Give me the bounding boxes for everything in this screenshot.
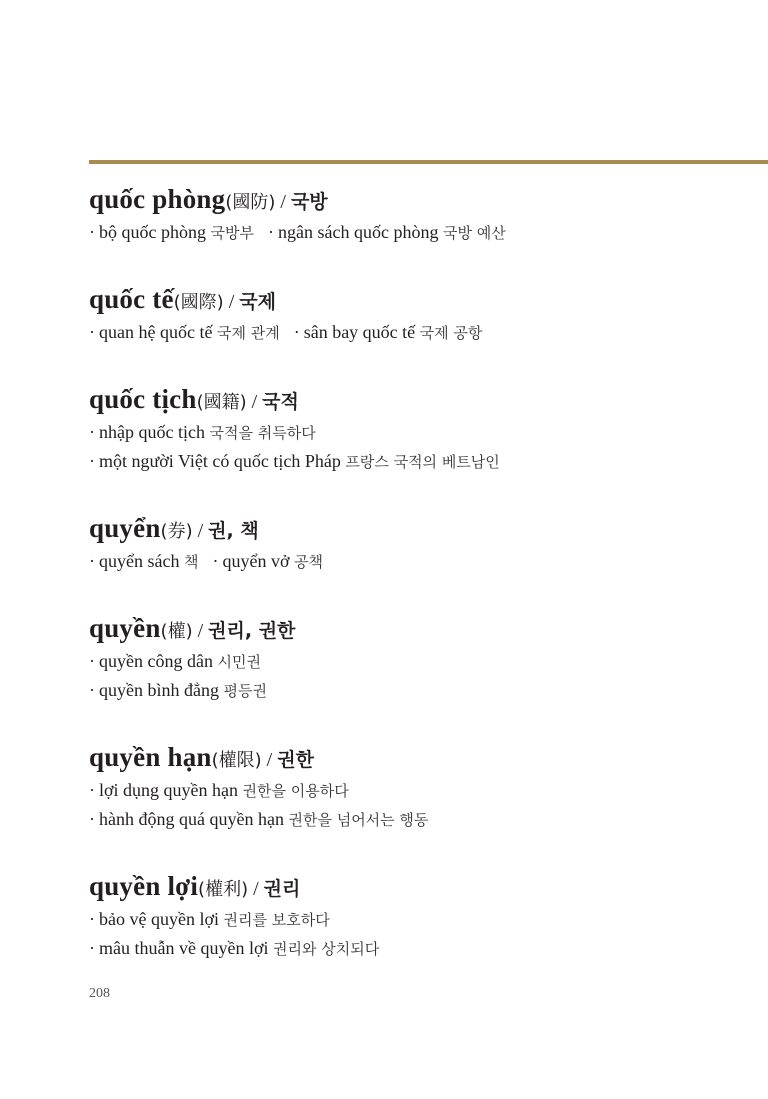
separator-slash: / — [223, 291, 240, 313]
entry-spacer — [89, 347, 749, 380]
headword-line — [89, 509, 749, 547]
hanja: (國際) — [173, 292, 224, 313]
example-item — [89, 776, 349, 806]
example-korean: 국제 공항 — [419, 324, 483, 342]
example-korean: 권한을 이용하다 — [242, 782, 349, 800]
hanja: (券) — [160, 521, 193, 542]
hanja: (國防) — [225, 192, 276, 213]
dictionary-entry — [89, 609, 749, 738]
example-korean: 권리와 상치되다 — [272, 940, 380, 958]
example-item — [89, 447, 500, 477]
entry-spacer — [89, 834, 749, 867]
example-vietnamese: một người Việt có quốc tịch Pháp — [99, 451, 341, 471]
bullet-dot: · — [89, 422, 95, 442]
example-vietnamese: mâu thuẫn về quyền lợi — [99, 938, 269, 958]
example-korean: 시민권 — [217, 653, 261, 671]
example-item — [268, 218, 506, 248]
example-list — [89, 547, 749, 576]
hanja: (權利) — [198, 879, 249, 900]
hanja: (權) — [160, 621, 193, 642]
example-line — [89, 905, 749, 934]
headword: quốc tịch — [89, 384, 197, 414]
headword-line — [89, 609, 749, 647]
headword-line — [89, 738, 749, 776]
example-vietnamese: quyền bình đẳng — [99, 680, 219, 700]
example-korean: 국제 관계 — [216, 324, 280, 342]
example-item — [89, 905, 330, 935]
separator-slash: / — [261, 749, 278, 771]
example-item — [89, 318, 280, 348]
example-item — [212, 547, 323, 577]
dictionary-entries — [89, 180, 749, 963]
entry-spacer — [89, 476, 749, 509]
example-korean: 책 — [183, 553, 199, 571]
headword: quyền lợi — [89, 871, 199, 901]
korean-meaning: 권리, 권한 — [208, 620, 296, 642]
headword: quyển — [89, 513, 161, 543]
example-korean: 프랑스 국적의 베트남인 — [345, 453, 500, 471]
example-list — [89, 905, 749, 963]
separator-slash: / — [192, 620, 209, 642]
example-list — [89, 218, 749, 247]
example-vietnamese: bộ quốc phòng — [99, 222, 206, 242]
bullet-dot: · — [89, 322, 95, 342]
example-korean: 국방부 — [210, 224, 254, 242]
page-number: 208 — [89, 986, 110, 1001]
bullet-dot: · — [89, 651, 95, 671]
example-line — [89, 318, 749, 347]
hanja: (權限) — [211, 750, 262, 771]
korean-meaning: 국방 — [290, 191, 328, 213]
separator-slash: / — [192, 520, 209, 542]
header-rule — [89, 160, 768, 164]
example-item — [89, 647, 261, 677]
example-item — [89, 676, 267, 706]
example-line — [89, 547, 749, 576]
example-korean: 평등권 — [223, 682, 267, 700]
bullet-dot: · — [212, 551, 219, 571]
example-vietnamese: quyển vở — [222, 551, 290, 571]
dictionary-entry — [89, 867, 749, 963]
example-item — [89, 547, 198, 577]
example-korean: 권한을 넘어서는 행동 — [288, 811, 429, 829]
example-vietnamese: hành động quá quyền hạn — [99, 809, 284, 829]
example-korean: 국적을 취득하다 — [209, 424, 316, 442]
example-vietnamese: quyển sách — [99, 551, 180, 571]
example-korean: 국방 예산 — [442, 224, 506, 242]
korean-meaning: 권한 — [277, 749, 314, 771]
entry-spacer — [89, 576, 749, 609]
example-list — [89, 647, 749, 705]
example-line — [89, 934, 749, 963]
korean-meaning: 권, 책 — [208, 520, 259, 542]
example-vietnamese: lợi dụng quyền hạn — [99, 780, 238, 800]
headword-line — [89, 280, 749, 318]
example-item — [89, 805, 428, 835]
example-line — [89, 647, 749, 676]
example-vietnamese: sân bay quốc tế — [303, 322, 416, 342]
example-line — [89, 776, 749, 805]
example-line — [89, 805, 749, 834]
headword: quyền — [89, 613, 161, 643]
bullet-dot: · — [267, 222, 274, 242]
bullet-dot: · — [89, 780, 95, 800]
example-vietnamese: quyền công dân — [99, 651, 213, 671]
bullet-dot: · — [89, 938, 95, 958]
example-item — [89, 418, 316, 448]
dictionary-entry — [89, 380, 749, 509]
dictionary-entry — [89, 280, 749, 380]
example-line — [89, 676, 749, 705]
example-korean: 권리를 보호하다 — [223, 911, 330, 929]
bullet-dot: · — [89, 680, 95, 700]
korean-meaning: 국제 — [239, 291, 276, 313]
example-vietnamese: ngân sách quốc phòng — [277, 222, 439, 242]
dictionary-entry — [89, 509, 749, 609]
dictionary-entry — [89, 738, 749, 867]
example-list — [89, 318, 749, 347]
dictionary-entry — [89, 180, 749, 280]
example-vietnamese: bảo vệ quyền lợi — [99, 909, 219, 929]
bullet-dot: · — [293, 322, 300, 342]
korean-meaning: 권리 — [263, 878, 301, 900]
headword: quyền hạn — [89, 742, 212, 772]
bullet-dot: · — [89, 451, 95, 471]
example-line — [89, 418, 749, 447]
entry-spacer — [89, 705, 749, 738]
headword-line — [89, 180, 749, 218]
separator-slash: / — [248, 878, 264, 900]
example-item — [294, 318, 483, 348]
bullet-dot: · — [89, 551, 95, 571]
example-vietnamese: nhập quốc tịch — [99, 422, 205, 442]
example-korean: 공책 — [294, 553, 323, 571]
separator-slash: / — [246, 391, 263, 413]
separator-slash: / — [275, 191, 291, 213]
bullet-dot: · — [89, 222, 95, 242]
korean-meaning: 국적 — [262, 391, 299, 413]
hanja: (國籍) — [196, 392, 247, 413]
example-item — [89, 218, 254, 248]
headword-line — [89, 867, 749, 905]
example-line — [89, 447, 749, 476]
example-line — [89, 218, 749, 247]
bullet-dot: · — [89, 809, 95, 829]
bullet-dot: · — [89, 909, 95, 929]
headword: quốc phòng — [89, 184, 226, 214]
example-list — [89, 418, 749, 476]
example-item — [89, 934, 379, 964]
headword-line — [89, 380, 749, 418]
headword: quốc tế — [89, 284, 174, 314]
example-list — [89, 776, 749, 834]
example-vietnamese: quan hệ quốc tế — [99, 322, 213, 342]
entry-spacer — [89, 247, 749, 280]
